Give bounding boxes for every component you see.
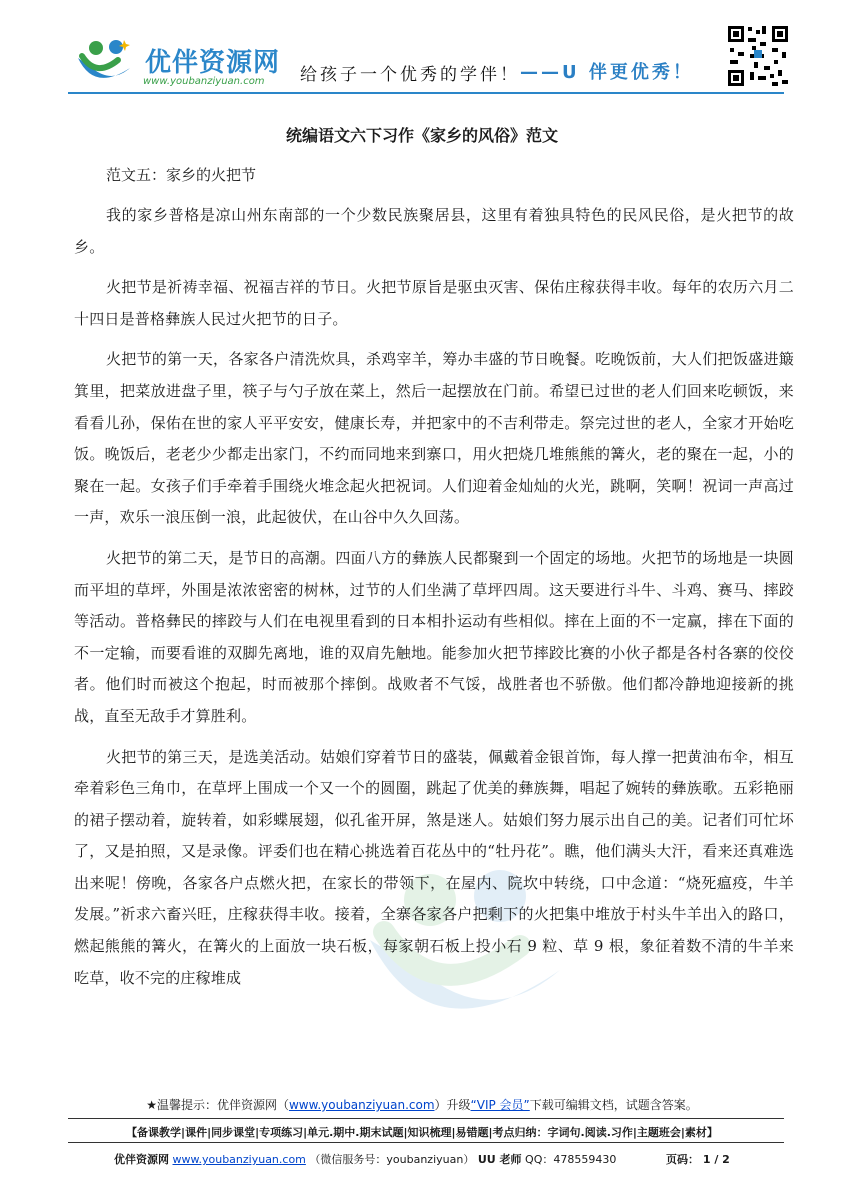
page-header [0, 0, 844, 100]
tip-suffix: 下载可编辑文档，试题含答案。 [529, 1098, 698, 1112]
slogan-right: ——U 伴更优秀！ [520, 62, 694, 83]
footer-site-link[interactable]: www.youbanziyuan.com [172, 1153, 306, 1166]
tip-mid: ）升级 [434, 1098, 471, 1112]
tip-site-link[interactable]: www.youbanziyuan.com [288, 1098, 435, 1112]
footer-divider [68, 1118, 784, 1119]
footer-tip [0, 1096, 844, 1113]
document-subtitle: 范文五：家乡的火把节 [106, 166, 257, 184]
qr-code-icon [726, 24, 790, 88]
brand-url[interactable]: www.youbanziyuan.com [143, 76, 265, 87]
footer-teacher: UU 老师 [477, 1153, 522, 1166]
footer-divider [68, 1142, 784, 1143]
brand-logo-icon [72, 38, 142, 90]
document-title: 统编语文六下习作《家乡的风俗》范文 [285, 126, 558, 145]
vip-link[interactable]: “VIP 会员” [470, 1098, 530, 1112]
footer-qq: QQ：478559430 [525, 1153, 617, 1166]
paragraph: 我的家乡普格是凉山州东南部的一个少数民族聚居县，这里有着独具特色的民风民俗，是火把节的故乡。 [74, 206, 794, 256]
paragraph: 火把节的第二天，是节日的高潮。四面八方的彝族人民都聚到一个固定的场地。火把节的场地是一块圆而平坦的草坪，外围是浓浓密密的树林，过节的人们坐满了草坪四周。这天要进行斗牛、斗鸡、赛马、摔跤等活动。普格彝民的摔跤与人们在电视里看到的日本相扑运动有些相似。摔在上面的不一定赢，摔在下面的不一定输，而要看谁的双脚先离地，谁的双肩先触地。能参加火把节摔跤比赛的小伙子都是各村各寨的佼佼者。他们时而被这个抱起，时而被那个摔倒。战败者不气馁，战胜者也不骄傲。他们都冷静地迎接新的挑战，直至无敌手才算胜利。 [74, 548, 794, 725]
page-number: 页码： 1 / 2 [666, 1153, 730, 1166]
brand-name: 优伴资源网 [145, 48, 281, 78]
footer-brand: 优伴资源网 [114, 1153, 169, 1166]
paragraph: 火把节是祈祷幸福、祝福吉祥的节日。火把节原旨是驱虫灭害、保佑庄稼获得丰收。每年的农历六月二十四日是普格彝族人民过火把节的日子。 [74, 278, 794, 328]
tip-prefix: ★温馨提示：优伴资源网（ [146, 1098, 289, 1112]
paragraph: 火把节的第一天，各家各户清洗炊具，杀鸡宰羊，筹办丰盛的节日晚餐。吃晚饭前，大人们把饭盛进簸箕里，把菜放进盘子里，筷子与勺子放在菜上，然后一起摆放在门前。希望已过世的老人们回来吃顿饭，来看看儿孙，保佑在世的家人平平安安，健康长寿，并把家中的不吉利带走。祭完过世的老人，全家才开始吃饭。晚饭后，老老少少都走出家门，不约而同地来到寨口，用火把烧几堆熊熊的篝火，老的聚在一起，小的聚在一起。女孩子们手牵着手围绕火堆念起火把祝词。人们迎着金灿灿的火光，跳啊，笑啊！祝词一声高过一声，欢乐一浪压倒一浪，此起彼伏，在山谷中久久回荡。 [74, 350, 794, 527]
slogan-left: 给孩子一个优秀的学伴！ [300, 65, 520, 85]
header-divider [68, 92, 784, 94]
document-body [74, 200, 794, 1003]
footer-info [114, 1151, 616, 1167]
paragraph: 火把节的第三天，是选美活动。姑娘们穿着节日的盛装，佩戴着金银首饰，每人撑一把黄油布伞，相互牵着彩色三角巾，在草坪上围成一个又一个的圆圈，跳起了优美的彝族舞，唱起了婉转的彝族歌。五彩艳丽的裙子摆动着，旋转着，如彩蝶展翅，似孔雀开屏，煞是迷人。姑娘们努力展示出自己的美。记者们可忙坏了，又是拍照，又是录像。评委们也在精心挑选着百花丛中的“牡丹花”。瞧，他们满头大汗，看来还真难选出来呢！傍晚，各家各户点燃火把，在家长的带领下，在屋内、院坎中转绕，口中念道：“烧死瘟疫，牛羊发展。”祈求六畜兴旺，庄稼获得丰收。接着，全寨各家各户把剩下的火把集中堆放于村头牛羊出入的路口，燃起熊熊的篝火，在篝火的上面放一块石板，每家朝石板上投小石 9 粒、草 9 根，象征着数不清的牛羊来吃草，收不完的庄稼堆成 [74, 747, 794, 987]
footer-service: （微信服务号：youbanziyuan） [309, 1153, 475, 1166]
footer-nav: 【备课教学|课件|同步课堂|专项练习|单元.期中.期末试题|知识梳理|易错题|考点归纳：字词句.阅读.习作|主题班会|素材】 [126, 1126, 718, 1139]
